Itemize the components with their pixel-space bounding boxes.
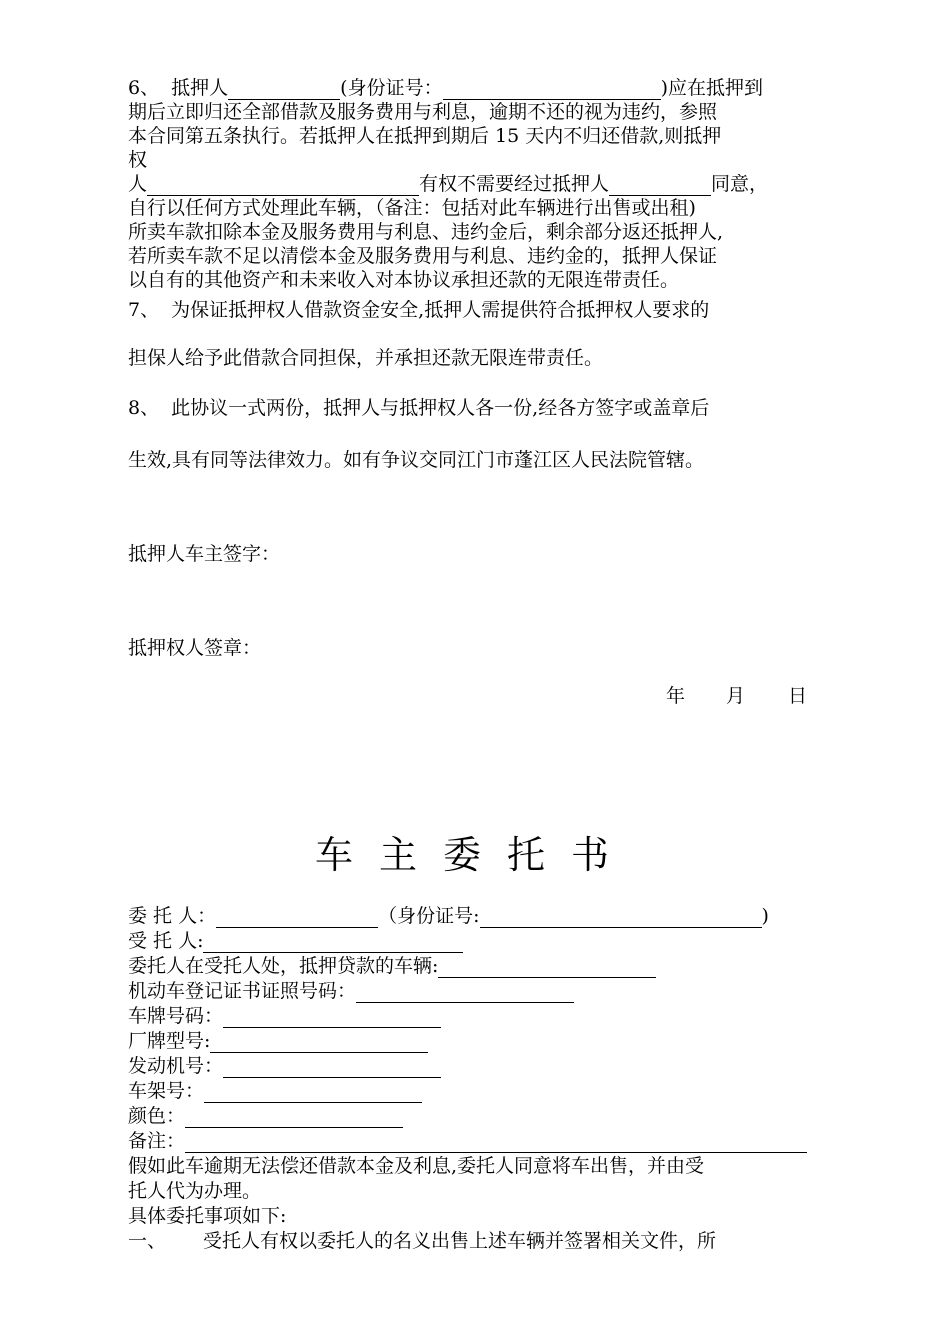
remark-line (128, 1129, 807, 1153)
fill-blank (185, 1134, 807, 1153)
text: 厂牌型号: (128, 1030, 211, 1052)
statement-line-1: 假如此车逾期无法偿还借款本金及利息,委托人同意将车出售，并由受 (128, 1155, 705, 1177)
text: 车架号： (128, 1080, 205, 1102)
holder-seal-label: 抵押权人签章： (128, 637, 262, 659)
text: （身份证号: (378, 905, 480, 927)
fill-blank (216, 909, 378, 928)
clause-6-line-1 (128, 76, 763, 100)
fill-blank (204, 1084, 422, 1103)
text: ) (761, 905, 769, 927)
clause-6-line-6: 自行以任何方式处理此车辆，（备注：包括对此车辆进行出售或出租) (128, 197, 696, 219)
principal-line (128, 904, 769, 928)
fill-blank (356, 984, 574, 1003)
text: 颜色： (128, 1105, 186, 1127)
clause-6-line-7: 所卖车款扣除本金及服务费用与利息、违约金后，剩余部分返还抵押人, (128, 221, 724, 243)
date-day: 日 (788, 685, 808, 707)
clause-6-line-9: 以自有的其他资产和未来收入对本协议承担还款的无限连带责任。 (128, 269, 680, 291)
fill-blank (443, 81, 661, 100)
statement-line-2: 托人代为办理。 (128, 1180, 262, 1202)
text: 备注： (128, 1130, 186, 1152)
model-line (128, 1029, 428, 1053)
clause-7-line-2: 担保人给予此借款合同担保，并承担还款无限连带责任。 (128, 347, 604, 369)
frame-line (128, 1079, 422, 1103)
text: 人 (128, 173, 148, 195)
text: 受 托 人: (128, 930, 204, 952)
clause-6-line-5 (128, 172, 768, 196)
text: 同意， (711, 173, 769, 195)
item-number: 一、 (128, 1230, 167, 1252)
text: 委 托 人： (128, 905, 217, 927)
text: 有权不需要经过抵押人 (419, 173, 610, 195)
owner-signature-label: 抵押人车主签字： (128, 543, 281, 565)
fill-blank (223, 1059, 441, 1078)
text: 发动机号： (128, 1055, 224, 1077)
fill-blank (185, 1109, 403, 1128)
date-month: 月 (726, 685, 746, 707)
date-year: 年 (666, 685, 686, 707)
engine-line (128, 1054, 441, 1078)
text: (身份证号： (340, 77, 443, 99)
text: )应在抵押到 (660, 77, 764, 99)
fill-blank (228, 81, 340, 100)
text: 机动车登记证书证照号码： (128, 980, 357, 1002)
clause-6-line-4: 权 (128, 149, 148, 171)
reg-cert-line (128, 979, 574, 1003)
fill-blank (203, 934, 463, 953)
fill-blank (147, 177, 419, 196)
clause-8-line-1: 8、 此协议一式两份，抵押人与抵押权人各一份,经各方签字或盖章后 (128, 397, 710, 419)
item-1 (128, 1229, 716, 1253)
fill-blank (480, 909, 762, 928)
plate-line (128, 1004, 441, 1028)
fill-blank (609, 177, 711, 196)
text: 委托人在受托人处，抵押贷款的车辆: (128, 955, 439, 977)
text: 受托人有权以委托人的名义出售上述车辆并签署相关文件，所 (203, 1230, 717, 1252)
text: 6、 抵押人 (128, 77, 229, 99)
clause-6-line-3: 本合同第五条执行。若抵押人在抵押到期后 15 天内不归还借款,则抵押 (128, 125, 722, 147)
clause-6-line-2: 期后立即归还全部借款及服务费用与利息，逾期不还的视为违约，参照 (128, 101, 718, 123)
poa-title: 车主委托书 (314, 833, 635, 877)
fill-blank (223, 1009, 441, 1028)
text: 车牌号码： (128, 1005, 224, 1027)
vehicle-line (128, 954, 656, 978)
color-line (128, 1104, 403, 1128)
clause-6-line-8: 若所卖车款不足以清偿本金及服务费用与利息、违约金的，抵押人保证 (128, 245, 718, 267)
clause-7-line-1: 7、 为保证抵押权人借款资金安全,抵押人需提供符合抵押权人要求的 (128, 299, 710, 321)
clause-8-line-2: 生效,具有同等法律效力。如有争议交同江门市蓬江区人民法院管辖。 (128, 449, 705, 471)
agent-line (128, 929, 463, 953)
fill-blank (210, 1034, 428, 1053)
items-intro: 具体委托事项如下: (128, 1205, 287, 1227)
fill-blank (438, 959, 656, 978)
